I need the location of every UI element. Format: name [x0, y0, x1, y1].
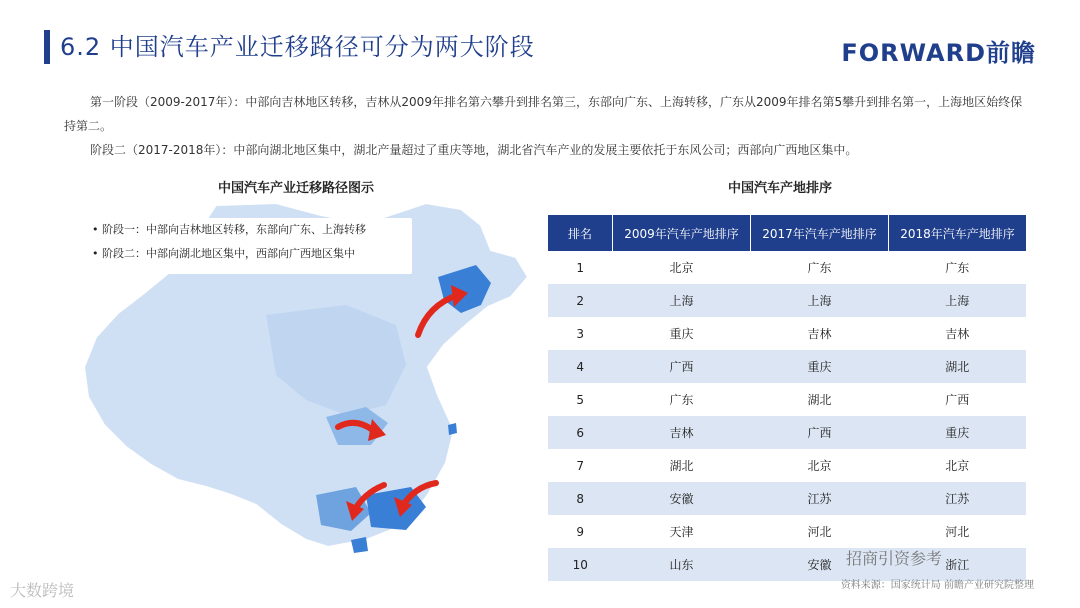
forward-logo: FORWARD前瞻	[841, 39, 1036, 67]
cell-rank: 1	[576, 260, 585, 275]
production-rank-table	[548, 215, 1026, 581]
cell-2017: 河北	[807, 525, 832, 539]
paragraph-stage-one: 第一阶段（2009-2017年）：中部向吉林地区转移，吉林从2009年排名第六攀升到排名第三，东部向广东、上海转移，广东从2009年排名第5攀升到排名第一，上海地区始终保持第二。	[64, 95, 1023, 133]
cell-rank: 3	[576, 326, 585, 341]
table-row	[548, 482, 1026, 515]
cell-2009: 上海	[613, 284, 751, 317]
table-row	[548, 383, 1026, 416]
watermark-right: 招商引资参考	[846, 549, 943, 568]
cell-2009: 北京	[669, 261, 694, 275]
header-rank: 排名	[548, 215, 613, 251]
table-row	[548, 416, 1026, 449]
cell-rank: 2	[548, 284, 613, 317]
table-row	[548, 515, 1026, 548]
paragraph-stage-two: 阶段二（2017-2018年）：中部向湖北地区集中，湖北产量超过了重庆等地，湖北省汽车产业的发展主要依托于东风公司；西部向广西地区集中。	[90, 143, 858, 157]
cell-rank: 10	[548, 548, 613, 581]
cell-2017: 北京	[807, 459, 832, 473]
cell-2009: 吉林	[613, 416, 751, 449]
cell-2018: 上海	[889, 284, 1026, 317]
header-2018: 2018年汽车产地排序	[889, 215, 1026, 251]
cell-2009: 广东	[669, 393, 694, 407]
cell-2017: 江苏	[751, 482, 889, 515]
shanghai-region	[448, 423, 457, 435]
table-row	[548, 284, 1026, 317]
cell-2018: 广西	[945, 393, 970, 407]
cell-2018: 北京	[945, 459, 970, 473]
cell-2009: 山东	[613, 548, 751, 581]
table-header-row	[548, 215, 1026, 251]
table-row	[548, 317, 1026, 350]
cell-2018: 广东	[945, 261, 970, 275]
cell-2017: 重庆	[751, 350, 889, 383]
cell-2017: 上海	[751, 284, 889, 317]
cell-2017: 吉林	[807, 327, 832, 341]
cell-2017: 广西	[751, 416, 889, 449]
table-title: 中国汽车产地排序	[728, 181, 833, 196]
cell-rank: 6	[548, 416, 613, 449]
header-2009: 2009年汽车产地排序	[613, 215, 751, 251]
cell-2009: 广西	[613, 350, 751, 383]
cell-2018: 江苏	[889, 482, 1026, 515]
map-legend	[82, 218, 412, 274]
cell-2009: 重庆	[669, 327, 694, 341]
cell-rank: 9	[576, 524, 585, 539]
cell-2009: 安徽	[613, 482, 751, 515]
map-title: 中国汽车产业迁移路径图示	[218, 181, 375, 196]
cell-2018: 浙江	[889, 548, 1026, 581]
cell-2018: 湖北	[889, 350, 1026, 383]
cell-2009: 湖北	[669, 459, 694, 473]
watermark-left: 大数跨境	[10, 581, 75, 600]
cell-2017: 安徽	[751, 548, 889, 581]
cell-2018: 吉林	[945, 327, 970, 341]
cell-rank: 7	[576, 458, 585, 473]
cell-2017: 广东	[807, 261, 832, 275]
table-row	[548, 350, 1026, 383]
table-row	[548, 251, 1026, 284]
cell-2017: 湖北	[807, 393, 832, 407]
table-row	[548, 449, 1026, 482]
cell-2009: 天津	[669, 525, 694, 539]
legend-item-stage-two: • 阶段二：中部向湖北地区集中，西部向广西地区集中	[92, 247, 355, 260]
cell-rank: 8	[548, 482, 613, 515]
legend-item-stage-one: • 阶段一：中部向吉林地区转移，东部向广东、上海转移	[92, 223, 366, 236]
cell-2018: 重庆	[889, 416, 1026, 449]
source-note: 资料来源：国家统计局 前瞻产业研究院整理	[840, 580, 1034, 591]
page-title: 6.2 中国汽车产业迁移路径可分为两大阶段	[60, 33, 535, 61]
header-2017: 2017年汽车产地排序	[751, 215, 889, 251]
title-accent-bar	[44, 30, 50, 64]
cell-rank: 5	[576, 392, 585, 407]
cell-rank: 4	[548, 350, 613, 383]
cell-2018: 河北	[945, 525, 970, 539]
